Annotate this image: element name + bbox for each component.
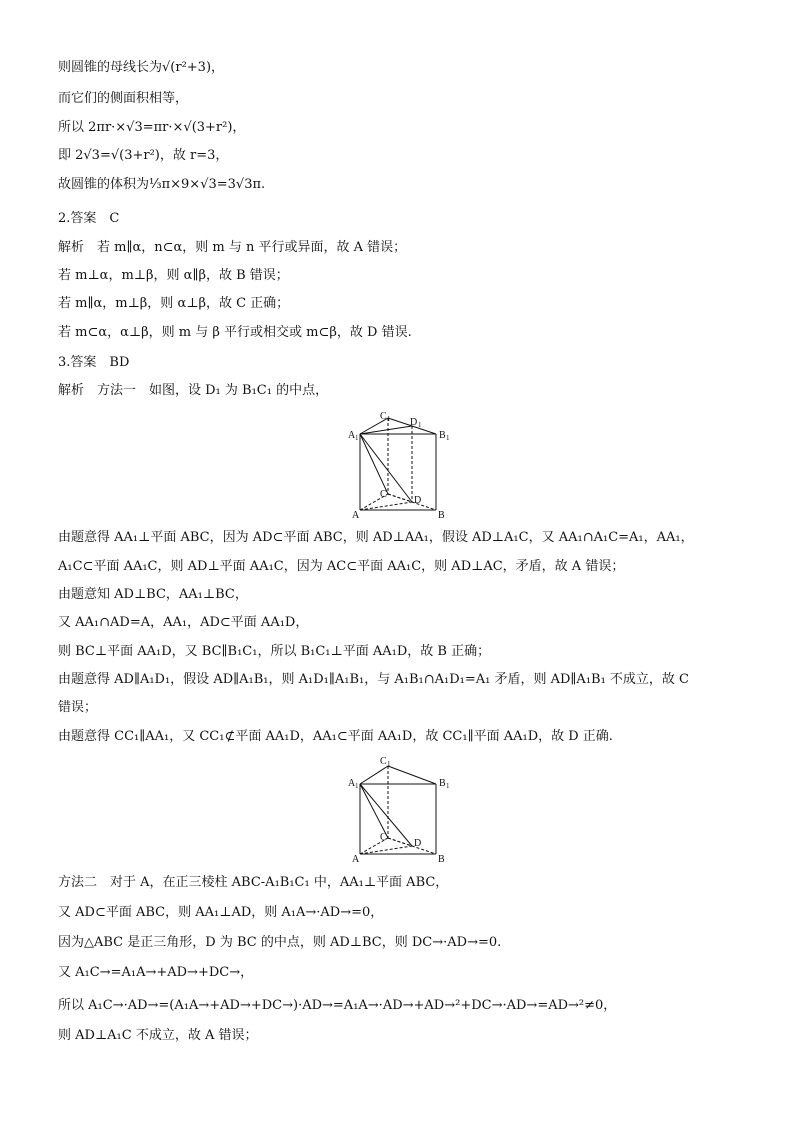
- label-sub: 1: [418, 421, 422, 429]
- label-d: D: [414, 838, 422, 849]
- text-line: 故圆锥的体积为⅓π×9×√3=3√3π.: [58, 177, 266, 192]
- text-line: 则 AD⊥A₁C 不成立，故 A 错误；: [58, 1028, 258, 1043]
- text-line: 由题意得 AD∥A₁D₁，假设 AD∥A₁B₁，则 A₁D₁∥A₁B₁，与 A₁B₁∩A₁D₁=A₁ 矛盾，则 AD∥A₁B₁ 不成立，故 C: [58, 672, 690, 687]
- label-c1: C: [380, 411, 387, 422]
- text-line: 由题意得 CC₁∥AA₁，又 CC₁⊄平面 AA₁D，AA₁⊂平面 AA₁D，故 CC₁∥平面 AA₁D，故 D 正确.: [58, 729, 613, 744]
- text-line: 错误；: [58, 700, 98, 715]
- label-b: B: [438, 854, 445, 864]
- label-d1: D: [410, 417, 418, 428]
- label-sub: 1: [387, 415, 391, 423]
- text-line: 解析 方法一 如图，设 D₁ 为 B₁C₁ 的中点，: [58, 383, 329, 398]
- label-sub: 1: [355, 434, 359, 442]
- text-line: 因为△ABC 是正三角形，D 为 BC 的中点，则 AD⊥BC，则 DC→·AD→=0.: [58, 935, 502, 950]
- label-sub: 1: [446, 782, 450, 790]
- label-b1: B: [439, 430, 446, 441]
- label-c1: C: [380, 756, 387, 767]
- text-line: 由题意得 AA₁⊥平面 ABC，因为 AD⊂平面 ABC，则 AD⊥AA₁，假设 AD⊥A₁C，又 AA₁∩A₁C=A₁，AA₁，: [58, 530, 694, 545]
- text-line: 若 m∥α，m⊥β，则 α⊥β，故 C 正确；: [58, 296, 290, 311]
- text-line: 而它们的侧面积相等，: [58, 91, 189, 106]
- label-a1: A: [348, 778, 356, 789]
- section-answer: 3.答案 BD: [58, 355, 130, 370]
- label-d: D: [414, 495, 422, 506]
- label-b: B: [438, 510, 445, 521]
- text-line: 方法二 对于 A，在正三棱柱 ABC-A₁B₁C₁ 中，AA₁⊥平面 ABC，: [58, 875, 449, 890]
- text-line: 又 AD⊂平面 ABC，则 AA₁⊥AD，则 A₁A→·AD→=0，: [58, 905, 384, 920]
- text-line: 由题意知 AD⊥BC，AA₁⊥BC，: [58, 587, 248, 602]
- prism-figure-1: [340, 410, 465, 522]
- text-line: 则 BC⊥平面 AA₁D，又 BC∥B₁C₁，所以 B₁C₁⊥平面 AA₁D，故 B 正确；: [58, 644, 491, 659]
- label-sub: 1: [387, 760, 391, 768]
- text-line: 则圆锥的母线长为√(r²+3)，: [58, 60, 225, 75]
- label-b1: B: [439, 778, 446, 789]
- label-sub: 1: [446, 434, 450, 442]
- label-c: C: [380, 832, 387, 843]
- text-line: A₁C⊂平面 AA₁C，则 AD⊥平面 AA₁C，因为 AC⊂平面 AA₁C，则 AD⊥AC，矛盾，故 A 错误；: [58, 559, 625, 574]
- text-line: 即 2√3=√(3+r²)，故 r=3，: [58, 148, 229, 163]
- text-line: 若 m⊥α，m⊥β，则 α∥β，故 B 错误；: [58, 268, 289, 283]
- text-line: 所以 A₁C→·AD→=(A₁A→+AD→+DC→)·AD→=A₁A→·AD→+AD→²+DC→·AD→=AD→²≠0，: [58, 998, 617, 1013]
- label-c: C: [380, 489, 387, 500]
- label-sub: 1: [355, 782, 359, 790]
- label-a: A: [352, 510, 360, 521]
- label-a: A: [352, 854, 360, 864]
- text-line: 解析 若 m∥α，n⊂α，则 m 与 n 平行或异面，故 A 错误；: [58, 240, 407, 255]
- prism-figure-2: [340, 752, 465, 864]
- section-answer: 2.答案 C: [58, 211, 120, 226]
- text-line: 又 AA₁∩AD=A，AA₁，AD⊂平面 AA₁D，: [58, 615, 309, 630]
- text-line: 又 A₁C→=A₁A→+AD→+DC→，: [58, 965, 254, 980]
- text-line: 所以 2πr·×√3=πr·×√(3+r²)，: [58, 120, 246, 135]
- text-line: 若 m⊂α，α⊥β，则 m 与 β 平行或相交或 m⊂β，故 D 错误.: [58, 325, 412, 340]
- label-a1: A: [348, 430, 356, 441]
